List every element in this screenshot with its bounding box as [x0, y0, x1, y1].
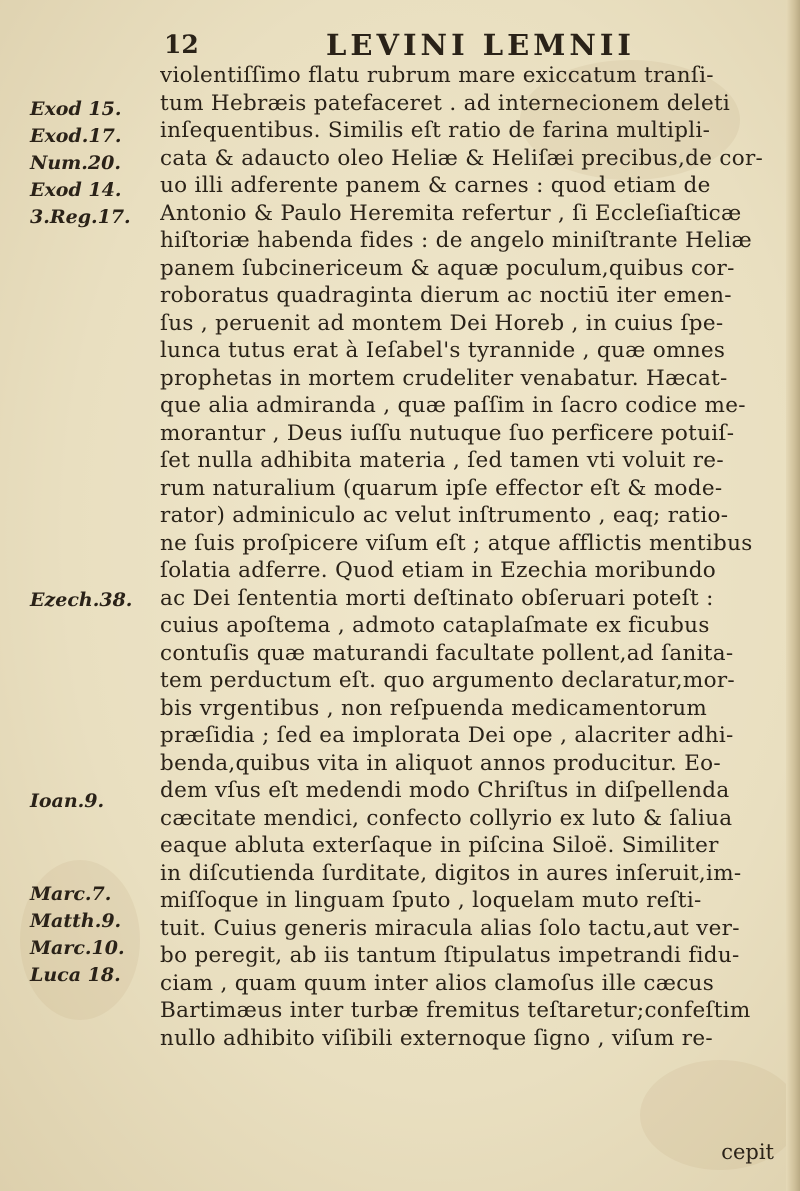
text-line: ciam , quam quum inter alios clamoſus ille cæcus [160, 970, 715, 996]
text-line: tuit. Cuius generis miracula alias ſolo tactu,aut ver- [160, 915, 740, 941]
text-line: violentiſſimo flatu rubrum mare exiccatum tranſi- [160, 63, 714, 88]
text-line: eaque abluta exterſaque in piſcina Siloë. Similiter [160, 833, 719, 858]
text-line: præſidia ; ſed ea implorata Dei ope , alacriter adhi- [160, 723, 734, 748]
text-line: lunca tutus erat à Ieſabel's tyrannide , quæ omnes [160, 338, 726, 363]
margin-note: Num.20. [30, 152, 121, 174]
text-line: in diſcutienda ſurditate, digitos in aures inſeruit,im- [160, 860, 742, 886]
margin-note: Exod 15. [30, 98, 122, 120]
text-line: tum Hebræis patefaceret . ad internecionem deleti [160, 90, 731, 116]
margin-note: Ioan.9. [30, 790, 105, 812]
text-line: inſequentibus. Similis eſt ratio de farina multipli- [160, 118, 711, 143]
text-line: miſſoque in linguam ſputo , loquelam muto reſti- [160, 888, 702, 913]
margin-note: Matth.9. [30, 910, 122, 932]
margin-note: 3.Reg.17. [30, 206, 131, 228]
text-line: rator) adminiculo ac velut inſtrumento , eaq; ratio- [160, 503, 729, 528]
text-line: dem vſus eſt medendi modo Chriſtus in diſpellenda [160, 778, 730, 803]
text-line: hiſtoriæ habenda fides : de angelo miniſtrante Heliæ [160, 228, 753, 253]
text-line: bis vrgentibus , non reſpuenda medicamentorum [160, 695, 708, 721]
catchword: cepit [721, 1140, 774, 1164]
text-line: ſus , peruenit ad montem Dei Horeb , in cuius ſpe- [160, 310, 724, 336]
page-gutter [786, 0, 800, 1191]
margin-note: Marc.7. [30, 883, 112, 905]
text-line: Bartimæus inter turbæ fremitus teſtaretur;confeſtim [160, 998, 751, 1023]
text-line: rum naturalium (quarum ipſe effector eſt & mode- [160, 475, 723, 501]
text-line: cæcitate mendici, confecto collyrio ex luto & ſaliua [160, 805, 733, 831]
text-line: ne ſuis proſpicere viſum eſt ; atque afflictis mentibus [160, 530, 753, 556]
page-header [160, 28, 780, 62]
text-line: bo peregit, ab iis tantum ſtipulatus impetrandi fidu- [160, 943, 740, 968]
text-line: contuſis quæ maturandi facultate pollent,ad ſanita- [160, 640, 734, 666]
text-line: roboratus quadraginta dierum ac noctiū iter emen- [160, 283, 732, 308]
text-line: cuius apoſtema , admoto cataplaſmate ex ficubus [160, 613, 710, 638]
text-line: tem perductum eſt. quo argumento declaratur,mor- [160, 668, 735, 693]
text-line: Antonio & Paulo Heremita refertur , ſi Eccleſiaſticæ [160, 200, 742, 226]
text-line: ſolatia adferre. Quod etiam in Ezechia moribundo [160, 558, 717, 583]
page-number: 12 [164, 30, 199, 59]
margin-note: Exod 14. [30, 179, 122, 201]
margin-note: Ezech.38. [30, 589, 133, 611]
body-text [160, 62, 780, 1052]
text-line: prophetas in mortem crudeliter venabatur. Hæcat- [160, 365, 728, 391]
text-line: que alia admiranda , quæ paſſim in ſacro codice me- [160, 393, 746, 418]
paper-stain [640, 1060, 800, 1170]
margin-note: Exod.17. [30, 125, 122, 147]
text-line: cata & adaucto oleo Heliæ & Heliſæi precibus,de cor- [160, 145, 764, 171]
text-line: morantur , Deus iuſſu nutuque ſuo perficere potuiſ- [160, 420, 735, 446]
text-line: ſet nulla adhibita materia , ſed tamen vti voluit re- [160, 448, 724, 473]
text-line: ac Dei ſententia morti deſtinato obſeruari poteſt : [160, 585, 714, 611]
text-line: benda,quibus vita in aliquot annos producitur. Eo- [160, 750, 721, 776]
text-line: panem ſubcinericeum & aquæ poculum,quibus cor- [160, 255, 735, 281]
running-head: LEVINI LEMNII [326, 28, 635, 62]
margin-note: Luca 18. [30, 964, 121, 986]
margin-note: Marc.10. [30, 937, 125, 959]
text-line: uo illi adferente panem & carnes : quod etiam de [160, 173, 711, 198]
text-line: nullo adhibito viſibili externoque ſigno , viſum re- [160, 1025, 713, 1051]
